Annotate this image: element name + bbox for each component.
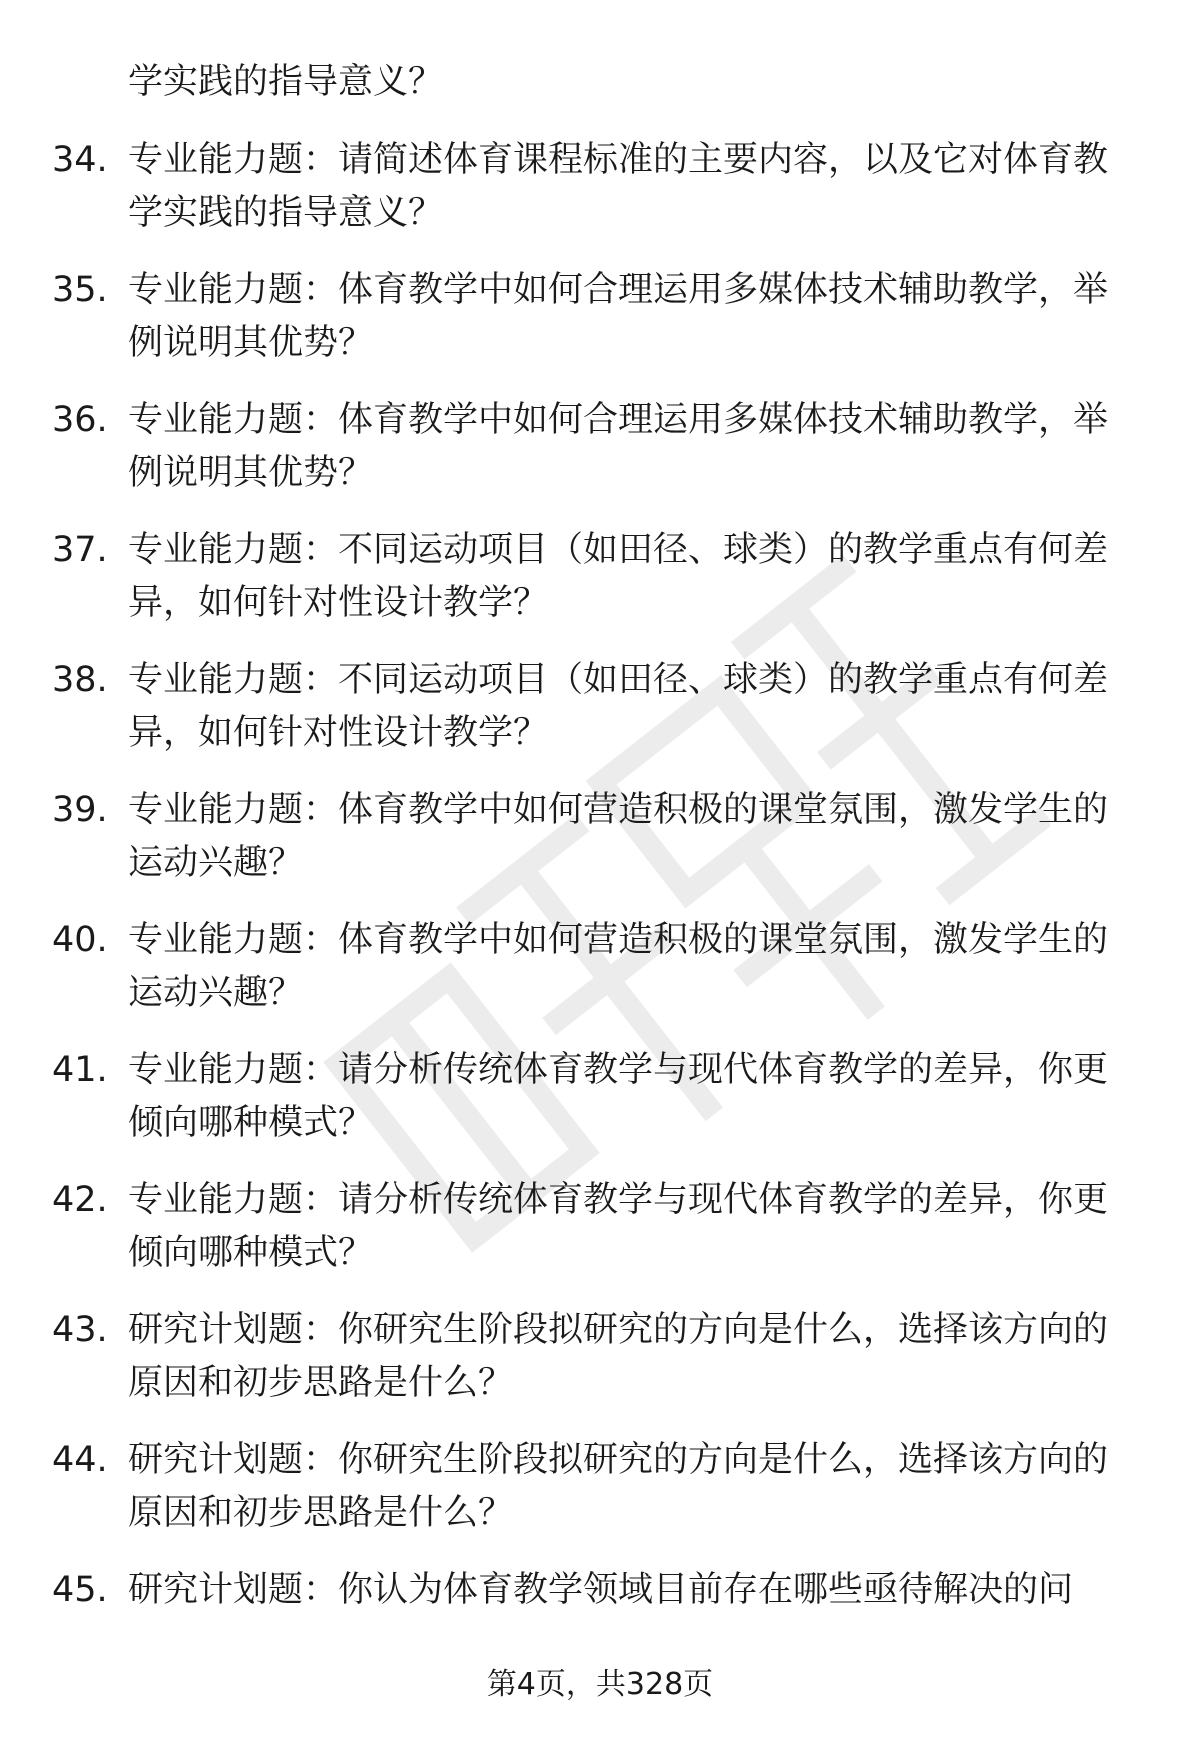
question-number: 35. [52,270,108,310]
question-number: 38. [52,660,108,700]
question-number: 37. [52,530,108,570]
question-number: 40. [52,920,108,960]
question-text-line: 专业能力题：体育教学中如何合理运用多媒体技术辅助教学，举 [128,270,1109,310]
continued-question-text: 学实践的指导意义？ [128,62,444,102]
question-text-line: 运动兴趣？ [128,843,304,883]
question-text-line: 专业能力题：体育教学中如何营造积极的课堂氛围，激发学生的 [128,920,1109,960]
question-text-line: 运动兴趣？ [128,973,304,1013]
question-text-line: 专业能力题：请简述体育课程标准的主要内容，以及它对体育教 [128,140,1109,180]
question-number: 42. [52,1180,108,1220]
question-text-line: 研究计划题：你认为体育教学领域目前存在哪些亟待解决的问 [128,1570,1074,1610]
question-text-line: 例说明其优势？ [128,453,374,493]
question-text-line: 倾向哪种模式？ [128,1103,374,1143]
question-text-line: 异，如何针对性设计教学？ [128,713,549,753]
question-number: 43. [52,1310,108,1350]
question-number: 34. [52,140,108,180]
page-footer: 第4页，共328页 [486,1667,714,1702]
question-text-line: 研究计划题：你研究生阶段拟研究的方向是什么，选择该方向的 [128,1440,1109,1480]
question-text-line: 学实践的指导意义？ [128,193,444,233]
question-text-line: 专业能力题：体育教学中如何合理运用多媒体技术辅助教学，举 [128,400,1109,440]
question-number: 44. [52,1440,108,1480]
question-text-line: 专业能力题：不同运动项目（如田径、球类）的教学重点有何差 [128,530,1109,570]
question-text-line: 专业能力题：不同运动项目（如田径、球类）的教学重点有何差 [128,660,1109,700]
question-number: 45. [52,1570,108,1610]
question-text-line: 倾向哪种模式？ [128,1233,374,1273]
question-number: 39. [52,790,108,830]
question-number: 36. [52,400,108,440]
question-text-line: 异，如何针对性设计教学？ [128,583,549,623]
question-text-line: 专业能力题：体育教学中如何营造积极的课堂氛围，激发学生的 [128,790,1109,830]
question-number: 41. [52,1050,108,1090]
question-text-line: 研究计划题：你研究生阶段拟研究的方向是什么，选择该方向的 [128,1310,1109,1350]
question-text-line: 原因和初步思路是什么？ [128,1493,514,1533]
question-text-line: 原因和初步思路是什么？ [128,1363,514,1403]
question-text-line: 专业能力题：请分析传统体育教学与现代体育教学的差异，你更 [128,1180,1109,1220]
question-text-line: 例说明其优势？ [128,323,374,363]
question-text-line: 专业能力题：请分析传统体育教学与现代体育教学的差异，你更 [128,1050,1109,1090]
